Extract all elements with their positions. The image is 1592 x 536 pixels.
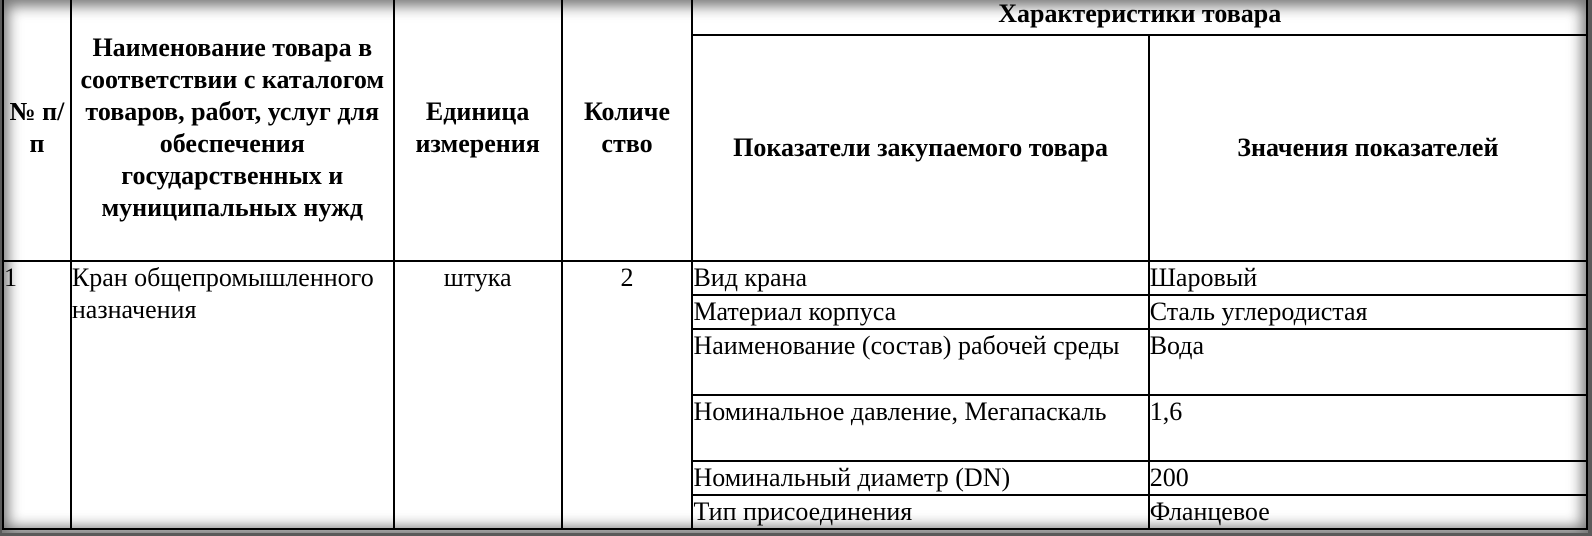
header-row <box>3 0 1587 35</box>
indicator-cell: Номинальный диаметр (DN) <box>692 461 1148 495</box>
header-number: № п/п <box>3 0 71 261</box>
value-cell: 200 <box>1149 461 1587 495</box>
item-number: 1 <box>3 261 71 529</box>
item-unit: штука <box>394 261 562 529</box>
document-page <box>2 0 1588 533</box>
indicator-cell: Вид крана <box>692 261 1148 295</box>
indicator-cell: Материал корпуса <box>692 295 1148 329</box>
item-name: Кран общепромышленного назначения <box>71 261 394 529</box>
specification-table <box>2 0 1588 530</box>
value-cell: Шаровый <box>1149 261 1587 295</box>
indicator-cell: Номинальное давление, Мегапаскаль <box>692 395 1148 461</box>
header-unit: Единица измерения <box>394 0 562 261</box>
header-quantity: Количе ство <box>562 0 693 261</box>
value-cell: 1,6 <box>1149 395 1587 461</box>
indicator-cell: Тип присоединения <box>692 495 1148 529</box>
header-indicators: Показатели закупаемого товара <box>692 35 1148 261</box>
value-cell: Вода <box>1149 329 1587 395</box>
header-values: Значения показателей <box>1149 35 1587 261</box>
header-characteristics: Характеристики товара <box>692 0 1587 35</box>
header-name: Наименование товара в соответствии с каталогом товаров, работ, услуг для обеспечения государственных и муниципальных нужд <box>71 0 394 261</box>
table-row <box>3 261 1587 295</box>
value-cell: Сталь углеродистая <box>1149 295 1587 329</box>
indicator-cell: Наименование (состав) рабочей среды <box>692 329 1148 395</box>
item-quantity: 2 <box>562 261 693 529</box>
value-cell: Фланцевое <box>1149 495 1587 529</box>
